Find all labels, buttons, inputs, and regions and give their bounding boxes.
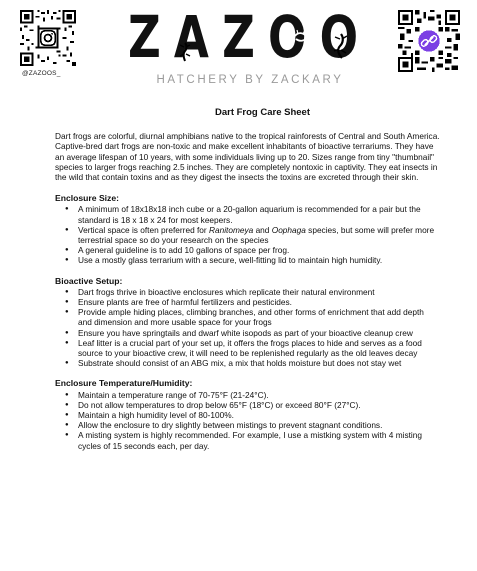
gecko-icon [331,32,351,60]
list-item: ● A minimum of 18x18x18 inch cube or a 20-gallon aquarium is recommended for a pair but the standard is 18 x 18 x 24 for most keepers. [78,204,440,224]
list-item: ● A general guideline is to add 10 gallons of space per frog. [78,245,440,255]
list-item: ● Substrate should consist of an ABG mix, a mix that holds moisture but does not stay wet [78,358,440,368]
list-item: ● Maintain a high humidity level of 80-100%. [78,410,440,420]
list-item: ● Provide ample hiding places, climbing branches, and other forms of enrichment that add depth and dimension and more usable space for your frogs [78,307,440,327]
care-sheet [55,108,440,461]
list-item: ● Leaf litter is a crucial part of your set up, it offers the frogs places to hide and serves as a food source to your bioactive crew, it will need to be replenished regularly as the old leaves decay [78,338,440,358]
list-item: ● Dart frogs thrive in bioactive enclosures which replicate their natural environment [78,287,440,297]
temperature-humidity-list [55,390,440,451]
gecko-icon [293,28,309,46]
list-item: ● Do not allow temperatures to drop below 65°F (18°C) or exceed 80°F (27°C). [78,400,440,410]
list-item: ● A misting system is highly recommended. For example, I use a mistking system with 4 misting cycles of 15 seconds each, per day. [78,430,440,450]
link-icon [418,30,439,51]
section-heading-bioactive-setup: Bioactive Setup: [55,275,123,286]
brand-logo [128,3,359,71]
list-item: ● Vertical space is often preferred for Ranitomeya and Oophaga species, but some will prefer more terrestrial space so do your research on the species [78,225,440,245]
list-item: ● Use a mostly glass terrarium with a secure, well-fitting lid to maintain high humidity. [78,255,440,265]
bioactive-setup-list [55,287,440,369]
list-item: ● Allow the enclosure to dry slightly between mistings to prevent stagnant conditions. [78,420,440,430]
logo-subtitle: HATCHERY BY ZACKARY [156,74,344,86]
section-heading-enclosure-size: Enclosure Size: [55,193,119,204]
header [0,0,477,100]
list-item: ● Ensure plants are free of harmful fertilizers and pesticides. [78,297,440,307]
gecko-icon [178,42,192,62]
list-item: ● Maintain a temperature range of 70-75°F (21-24°C). [78,390,440,400]
section-heading-temperature-humidity: Enclosure Temperature/Humidity: [55,378,193,389]
instagram-handle[interactable]: @ZAZOOS_ [22,70,61,77]
enclosure-size-list [55,204,440,265]
qr-code-instagram[interactable] [20,9,76,67]
page-title: Dart Frog Care Sheet [214,107,311,118]
qr-code-link[interactable] [398,10,460,72]
intro-paragraph: Dart frogs are colorful, diurnal amphibians native to the tropical rainforests of Central and South America. Captive-bred dart frogs are non-toxic and make excellent inhabitants of bioactive terrariums. They have an average lifespan of 10 years, with some individuals living up to 20. Sizes range from tiny "thumbnail" species to larger frogs reaching 2.5 inches. They are completely nontoxic in captivity. They eat insects in the wild that contain toxins and as they digest the insects the toxins are excreted through their skin. [55,131,440,183]
list-item: ● Ensure you have springtails and dwarf white isopods as part of your bioactive cleanup crew [78,328,440,338]
logo-wordmark: Z A Z O O [128,3,359,71]
